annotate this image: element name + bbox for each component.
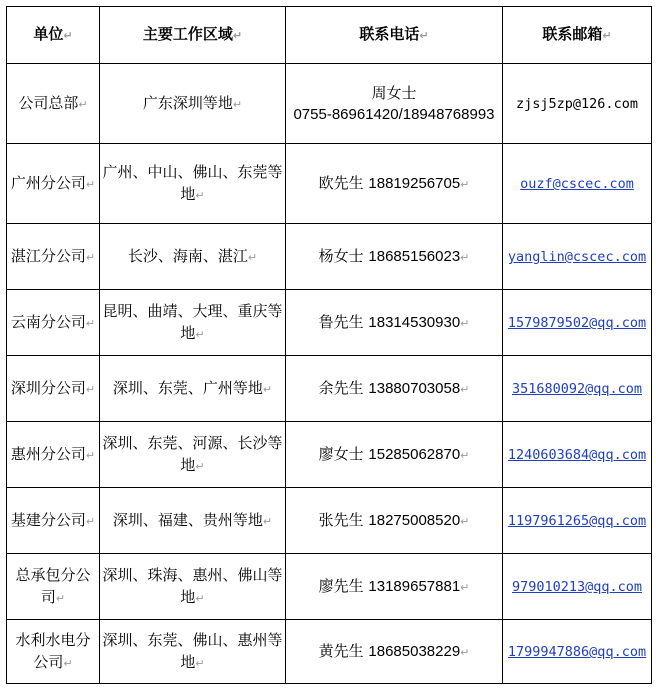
- table-row: [7, 356, 652, 422]
- email-cell: [503, 620, 652, 684]
- contact-table: [6, 6, 652, 684]
- phone-number: 18685038229: [368, 642, 461, 660]
- contact-name: 黄先生: [318, 641, 364, 660]
- header-row: [7, 7, 652, 64]
- contact-name: 鲁先生: [318, 312, 364, 331]
- email-cell: [503, 144, 652, 224]
- region-cell: 深圳、东莞、河源、长沙等地↵: [100, 422, 286, 488]
- email-cell: [503, 224, 652, 290]
- phone-number: 18819256705: [368, 174, 461, 192]
- contact-name: 廖女士: [318, 444, 364, 463]
- unit-cell: 广州分公司↵: [7, 144, 100, 224]
- email-link[interactable]: ouzf@cscec.com: [520, 176, 634, 192]
- email-link[interactable]: 1197961265@qq.com: [507, 513, 647, 529]
- region-cell: 深圳、东莞、广州等地↵: [100, 356, 286, 422]
- email-cell: [503, 554, 652, 620]
- phone-cell: 余先生 13880703058↵: [286, 356, 503, 422]
- email-link[interactable]: 351680092@qq.com: [511, 381, 643, 397]
- table-row: [7, 488, 652, 554]
- phone-number: 18275008520: [368, 511, 461, 529]
- header-region: 主要工作区域↵: [100, 7, 286, 64]
- email-link[interactable]: 1579879502@qq.com: [507, 315, 647, 331]
- phone-number: 18314530930: [368, 313, 461, 331]
- unit-cell: 总承包分公司↵: [7, 554, 100, 620]
- phone-number: 0755-86961420/18948768993: [293, 105, 495, 123]
- contact-name: 周女士: [371, 83, 417, 102]
- table-row: [7, 554, 652, 620]
- table-row: [7, 290, 652, 356]
- table-row: [7, 64, 652, 144]
- table-row: [7, 144, 652, 224]
- phone-cell: 黄先生 18685038229↵: [286, 620, 503, 684]
- phone-number: 13189657881: [368, 577, 461, 595]
- contact-name: 张先生: [318, 510, 364, 529]
- header-phone: 联系电话↵: [286, 7, 503, 64]
- contact-name: 廖先生: [318, 576, 364, 595]
- email-text: zjsj5zp@126.com: [516, 96, 638, 112]
- region-cell: 广东深圳等地↵: [100, 64, 286, 144]
- email-link[interactable]: 1799947886@qq.com: [507, 644, 647, 660]
- region-cell: 深圳、珠海、惠州、佛山等地↵: [100, 554, 286, 620]
- phone-cell: 鲁先生 18314530930↵: [286, 290, 503, 356]
- contact-name: 欧先生: [318, 173, 364, 192]
- contact-name: 余先生: [318, 378, 364, 397]
- unit-cell: 公司总部↵: [7, 64, 100, 144]
- region-cell: 深圳、福建、贵州等地↵: [100, 488, 286, 554]
- email-cell: [503, 290, 652, 356]
- phone-cell: 欧先生 18819256705↵: [286, 144, 503, 224]
- email-cell: [503, 422, 652, 488]
- unit-cell: 深圳分公司↵: [7, 356, 100, 422]
- table-row: [7, 422, 652, 488]
- header-unit: 单位↵: [7, 7, 100, 64]
- unit-cell: 惠州分公司↵: [7, 422, 100, 488]
- region-cell: 昆明、曲靖、大理、重庆等地↵: [100, 290, 286, 356]
- unit-cell: 湛江分公司↵: [7, 224, 100, 290]
- email-cell: [503, 488, 652, 554]
- region-cell: 深圳、东莞、佛山、惠州等地↵: [100, 620, 286, 684]
- table-row: [7, 620, 652, 684]
- phone-cell: [286, 64, 503, 144]
- contact-name: 杨女士: [318, 246, 364, 265]
- phone-number: 15285062870: [368, 445, 461, 463]
- email-link[interactable]: 1240603684@qq.com: [507, 447, 647, 463]
- email-link[interactable]: yanglin@cscec.com: [507, 249, 647, 265]
- phone-number: 18685156023: [368, 247, 461, 265]
- phone-number: 13880703058: [368, 379, 461, 397]
- table-row: [7, 224, 652, 290]
- header-email: 联系邮箱↵: [503, 7, 652, 64]
- email-cell: [503, 64, 652, 144]
- unit-cell: 云南分公司↵: [7, 290, 100, 356]
- email-cell: [503, 356, 652, 422]
- phone-cell: 张先生 18275008520↵: [286, 488, 503, 554]
- region-cell: 广州、中山、佛山、东莞等地↵: [100, 144, 286, 224]
- phone-cell: 廖先生 13189657881↵: [286, 554, 503, 620]
- unit-cell: 水利水电分公司↵: [7, 620, 100, 684]
- email-link[interactable]: 979010213@qq.com: [511, 579, 643, 595]
- unit-cell: 基建分公司↵: [7, 488, 100, 554]
- phone-cell: 杨女士 18685156023↵: [286, 224, 503, 290]
- phone-cell: 廖女士 15285062870↵: [286, 422, 503, 488]
- region-cell: 长沙、海南、湛江↵: [100, 224, 286, 290]
